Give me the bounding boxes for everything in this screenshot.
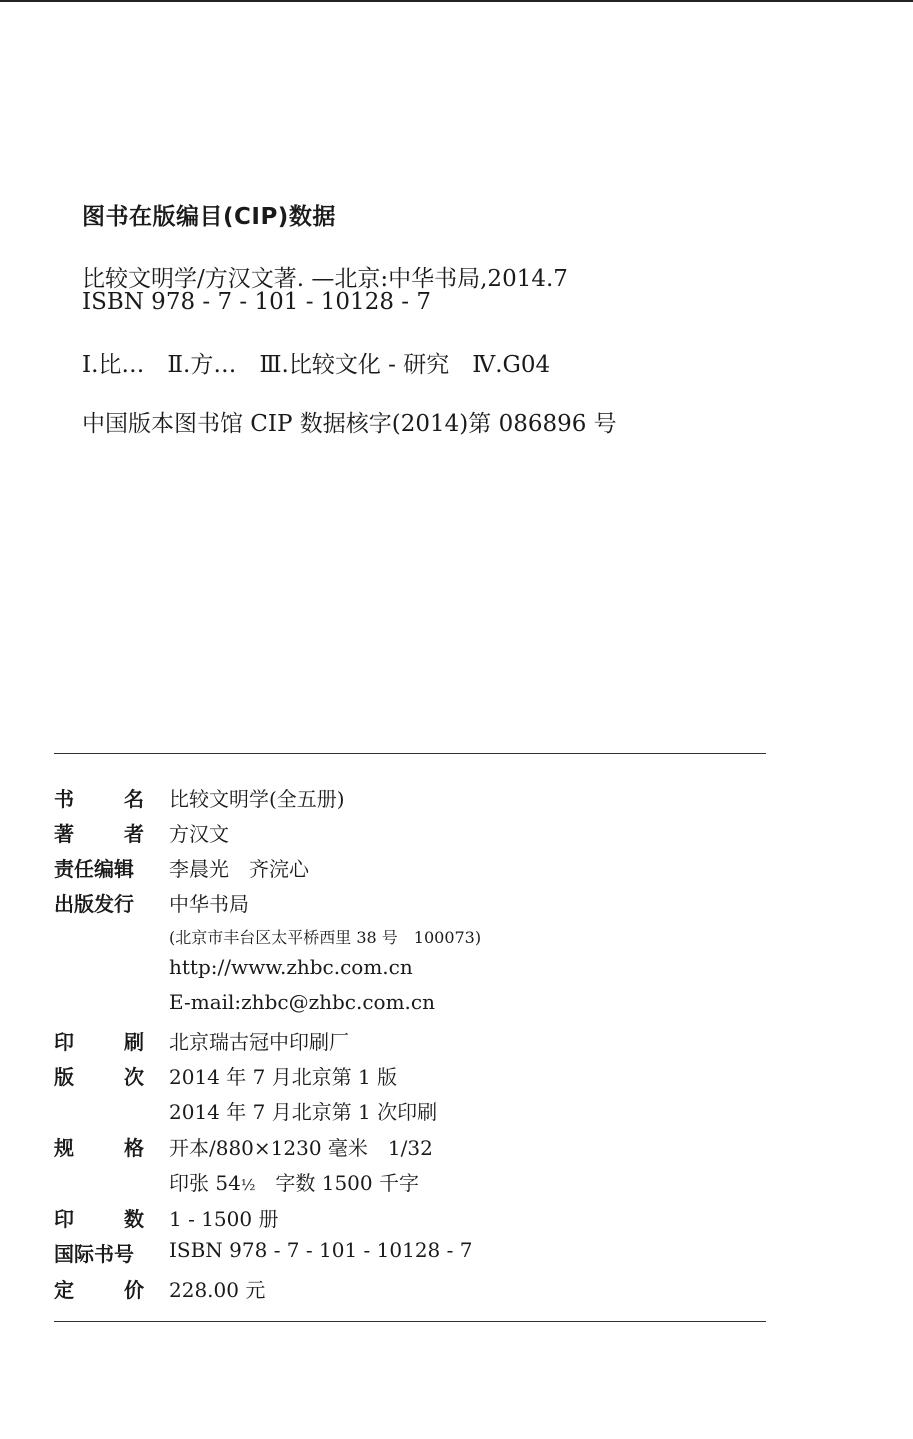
- label-publisher: 出版发行: [54, 892, 134, 916]
- colophon-bottom-rule: [54, 1321, 766, 1322]
- label-copies: 印 数: [54, 1207, 144, 1231]
- value-copies: 1 - 1500 册: [169, 1207, 279, 1231]
- label-edition: 版 次: [54, 1065, 144, 1089]
- value-publisher-website: http://www.zhbc.com.cn: [169, 955, 413, 979]
- value-book-name: 比较文明学(全五册): [169, 787, 345, 811]
- label-book-name: 书 名: [54, 787, 144, 811]
- value-isbn: ISBN 978 - 7 - 101 - 10128 - 7: [169, 1238, 473, 1262]
- word-count: 字数 1500 千字: [255, 1171, 419, 1195]
- cip-isbn-line: ISBN 978 - 7 - 101 - 10128 - 7: [82, 289, 431, 315]
- value-price: 228.00 元: [169, 1278, 266, 1302]
- value-format: 开本/880×1230 毫米 1/32: [169, 1136, 433, 1160]
- cip-subject-line: Ⅰ.比… Ⅱ.方… Ⅲ.比较文化 - 研究 Ⅳ.G04: [82, 352, 551, 378]
- value-printing: 2014 年 7 月北京第 1 次印刷: [169, 1100, 438, 1124]
- value-author: 方汉文: [169, 822, 229, 846]
- cip-record-number: 中国版本图书馆 CIP 数据核字(2014)第 086896 号: [82, 411, 617, 437]
- label-isbn: 国际书号: [54, 1242, 134, 1266]
- value-publisher-address: (北京市丰台区太平桥西里 38 号 100073): [169, 928, 482, 947]
- label-printer: 印 刷: [54, 1030, 144, 1054]
- cip-title: 图书在版编目(CIP)数据: [82, 204, 336, 230]
- top-border: [0, 0, 913, 2]
- value-edition: 2014 年 7 月北京第 1 版: [169, 1065, 398, 1089]
- value-printer: 北京瑞古冠中印刷厂: [169, 1030, 349, 1054]
- sheets-fraction: ½: [240, 1176, 256, 1194]
- sheets-prefix: 印张 54: [169, 1171, 241, 1195]
- label-editor: 责任编辑: [54, 857, 134, 881]
- colophon-top-rule: [54, 753, 766, 754]
- cip-bibliographic-line: 比较文明学/方汉文著. —北京:中华书局,2014.7: [82, 266, 568, 292]
- label-author: 著 者: [54, 822, 144, 846]
- label-price: 定 价: [54, 1278, 144, 1302]
- label-format: 规 格: [54, 1136, 144, 1160]
- value-editor: 李晨光 齐浣心: [169, 857, 309, 881]
- value-sheets-words: [169, 1167, 419, 1196]
- value-publisher-email: E-mail:zhbc@zhbc.com.cn: [169, 990, 435, 1014]
- value-publisher: 中华书局: [169, 892, 249, 916]
